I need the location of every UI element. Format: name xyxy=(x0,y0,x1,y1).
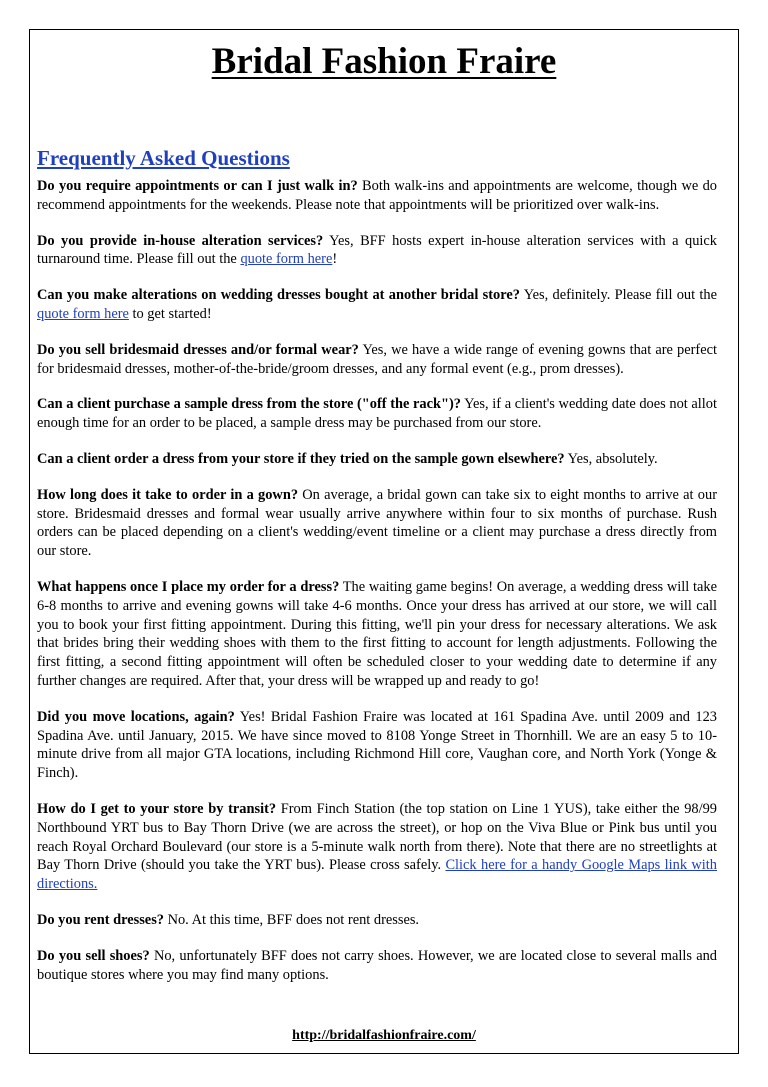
google-maps-link[interactable]: Click here for a handy Google Maps link with directions. xyxy=(37,857,717,893)
faq-item-order-time xyxy=(37,486,717,561)
faq-item-after-order xyxy=(37,578,717,691)
faq-question: Did you move locations, again? xyxy=(37,708,235,725)
faq-answer: Yes, definitely. Please fill out the xyxy=(519,287,717,304)
faq-question: Do you sell bridesmaid dresses and/or formal wear? xyxy=(37,341,359,358)
faq-answer: Yes, BFF hosts expert in-house alteration services with a quick turnaround time. Please fill out the xyxy=(37,232,717,268)
faq-content xyxy=(37,143,717,1001)
faq-answer-tail: to get started! xyxy=(128,305,212,322)
faq-question: How do I get to your store by transit? xyxy=(37,800,277,817)
quote-form-link[interactable]: quote form here xyxy=(37,305,129,322)
faq-question: Can a client purchase a sample dress from the store ("off the rack")? xyxy=(37,396,461,413)
faq-answer: Both walk-ins and appointments are welcome, though we do recommend appointments for the weekends. Please note that appointments will be prioritized over walk-ins. xyxy=(37,178,717,213)
faq-answer: Yes, if a client's wedding date does not allot enough time for an order to be placed, a sample dress may be purchased from our store. xyxy=(37,396,718,432)
faq-answer: Yes, absolutely. xyxy=(564,450,658,467)
faq-answer: The waiting game begins! On average, a wedding dress will take 6-8 months to arrive and evening gowns will take 4-6 months. Once your dress has arrived at our store, we will call you to book your first fitting appointment. During this fitting, we'll pin your dress for necessary alterations. We ask that brides bring their wedding shoes with them to the first fitting to account for length adjustments. Following the first fitting, a second fitting appointment will often be scheduled closer to your wedding date to determine if any further changes are required. After that, your dress will be wrapped up and ready to go! xyxy=(37,578,717,689)
faq-item-appointments xyxy=(37,177,717,215)
faq-item-outside-alterations xyxy=(37,286,717,324)
faq-question: Do you provide in-house alteration services? xyxy=(37,232,324,249)
quote-form-link[interactable]: quote form here xyxy=(240,251,333,268)
faq-item-shoes xyxy=(37,947,717,985)
faq-question: Do you require appointments or can I just walk in? xyxy=(37,178,358,194)
faq-item-alterations xyxy=(37,232,717,270)
faq-question: How long does it take to order in a gown? xyxy=(37,486,299,503)
faq-item-transit xyxy=(37,800,717,894)
faq-item-sample-dress xyxy=(37,395,717,433)
faq-item-locations xyxy=(37,708,717,783)
faq-item-order-elsewhere xyxy=(37,450,717,469)
footer-url[interactable]: http://bridalfashionfraire.com/ xyxy=(292,1028,476,1043)
faq-answer: Yes! Bridal Fashion Fraire was located at 161 Spadina Ave. until 2009 and 123 Spadina Ave. until January, 2015. We have since moved to 8108 Yonge Street in Thornhill. We are an easy 5 to 10-minute drive from all major GTA locations, including Richmond Hill core, Vaughan core, and North York (Yonge & Finch). xyxy=(37,708,717,782)
faq-question: Do you sell shoes? xyxy=(37,947,150,964)
faq-question: Can you make alterations on wedding dresses bought at another bridal store? xyxy=(37,287,520,304)
faq-question: What happens once I place my order for a dress? xyxy=(37,578,340,595)
faq-answer-tail: ! xyxy=(332,251,338,268)
faq-question: Can a client order a dress from your store if they tried on the sample gown elsewhere? xyxy=(37,450,565,467)
faq-item-rent xyxy=(37,911,717,930)
faq-answer: No. At this time, BFF does not rent dresses. xyxy=(164,911,420,928)
page-title: Bridal Fashion Fraire xyxy=(211,41,557,82)
faq-answer: Yes, we have a wide range of evening gowns that are perfect for bridesmaid dresses, mother-of-the-bride/groom dresses, and any formal event (e.g., prom dresses). xyxy=(37,341,717,377)
faq-heading[interactable]: Frequently Asked Questions xyxy=(37,146,290,170)
faq-item-bridesmaid xyxy=(37,341,717,379)
faq-answer: From Finch Station (the top station on Line 1 YUS), take either the 98/99 Northbound YRT bus to Bay Thorn Drive (we are across the street), or hop on the Viva Blue or Pink bus until you reach Royal Orchard Boulevard (our store is a 5-minute walk north from there). Note that there are no streetlights at Bay Thorn Drive (should you take the YRT bus). Please cross safely. xyxy=(37,800,717,874)
faq-answer: No, unfortunately BFF does not carry shoes. However, we are located close to several malls and boutique stores where you may find many options. xyxy=(37,947,717,983)
faq-question: Do you rent dresses? xyxy=(37,911,164,928)
faq-answer: On average, a bridal gown can take six to eight months to arrive at our store. Bridesmaid dresses and formal wear usually arrive anywhere within four to six months of purchase. Rush orders can be placed depending on a client's wedding/event timeline or a client may purchase a dress directly from our store. xyxy=(37,486,717,560)
